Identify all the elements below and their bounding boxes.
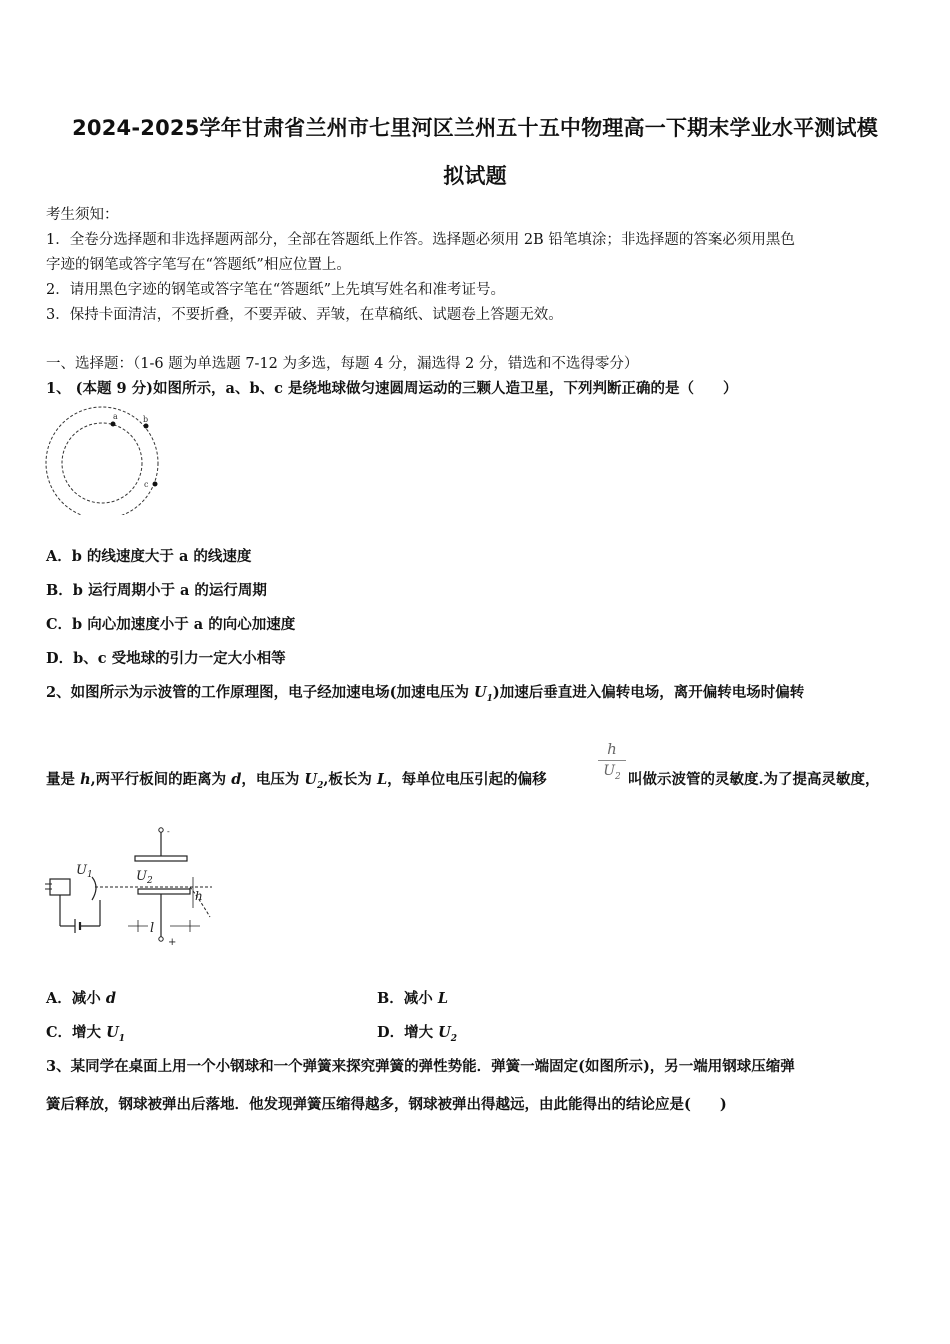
page-title-line2: 拟试题 (443, 164, 507, 188)
q1-option-d[interactable]: D．b、c 受地球的引力一定大小相等 (46, 650, 286, 667)
page-title-line1: 2024-2025学年甘肃省兰州市七里河区兰州五十五中物理高一下期末学业水平测试模 (72, 116, 878, 140)
label-a: a (113, 412, 118, 421)
satellite-b (144, 424, 149, 429)
satellite-c (153, 482, 158, 487)
section-heading: 一、选择题：（1-6 题为单选题 7-12 为多选，每题 4 分，漏选得 2 分，错选和不选得零分） (46, 356, 639, 372)
notice-item-1a: 1．全卷分选择题和非选择题两部分，全部在答题纸上作答。选择题必须用 2B 铅笔填涂；非选择题的答案必须用黑色 (46, 232, 795, 248)
outer-orbit (46, 407, 158, 515)
question-2-stem-line2-end: 叫做示波管的灵敏度.为了提高灵敏度， (628, 771, 880, 788)
top-minus: - (167, 827, 170, 836)
svg-text:U2: $U_2$ (136, 869, 153, 886)
top-plate (135, 856, 187, 861)
q2-option-c[interactable]: C．增大 $U_1$ (46, 1024, 126, 1044)
bottom-plate (138, 889, 190, 894)
label-c: c (144, 480, 149, 489)
inner-orbit (62, 423, 142, 503)
q1-option-c[interactable]: C．b 向心加速度小于 a 的向心加速度 (46, 616, 296, 633)
bottom-plus: + (168, 937, 177, 948)
q2-option-d[interactable]: D．增大 $U_2$ (377, 1024, 458, 1044)
question-1-stem: 1、 (本题 9 分)如图所示，a、b、c 是绕地球做匀速圆周运动的三颗人造卫星，下列判断正确的是（ ） (46, 380, 738, 397)
svg-text:h: h (195, 889, 203, 903)
satellite-orbit-figure (40, 405, 170, 515)
notice-item-2: 2．请用黑色字迹的钢笔或答字笔在“答题纸”上先填写姓名和准考证号。 (46, 282, 506, 298)
q2-option-a[interactable]: A．减小 d (46, 990, 116, 1007)
svg-text:U1: $U_1$ (76, 863, 93, 880)
question-2-stem-line1: 2、如图所示为示波管的工作原理图，电子经加速电场(加速电压为 $U_1$)加速后垂直进入偏转电场，离开偏转电场时偏转 (46, 684, 805, 704)
sensitivity-fraction: h $U_2$ (598, 740, 626, 782)
label-b: b (143, 415, 149, 424)
svg-text:l: l (150, 921, 155, 936)
q1-option-b[interactable]: B．b 运行周期小于 a 的运行周期 (46, 582, 267, 599)
question-3-stem-line1: 3、某同学在桌面上用一个小钢球和一个弹簧来探究弹簧的弹性势能．弹簧一端固定(如图所示)，另一端用钢球压缩弹 (46, 1058, 795, 1075)
notice-item-3: 3．保持卡面清洁，不要折叠，不要弄破、弄皱，在草稿纸、试题卷上答题无效。 (46, 307, 563, 323)
notice-heading: 考生须知： (46, 207, 119, 223)
oscilloscope-figure (40, 822, 225, 952)
question-3-stem-line2: 簧后释放，钢球被弹出后落地．他发现弹簧压缩得越多，钢球被弹出得越远，由此能得出的结论应是( ) (46, 1096, 727, 1113)
satellite-a (111, 422, 116, 427)
q2-option-b[interactable]: B．减小 L (377, 990, 449, 1007)
q1-option-a[interactable]: A．b 的线速度大于 a 的线速度 (46, 548, 252, 565)
question-2-stem-line2: 量是 h,两平行板间的距离为 d，电压为 $U_2$,板长为 L，每单位电压引起的偏移 (46, 771, 547, 791)
notice-item-1b: 字迹的钢笔或答字笔写在“答题纸”相应位置上。 (46, 257, 351, 273)
